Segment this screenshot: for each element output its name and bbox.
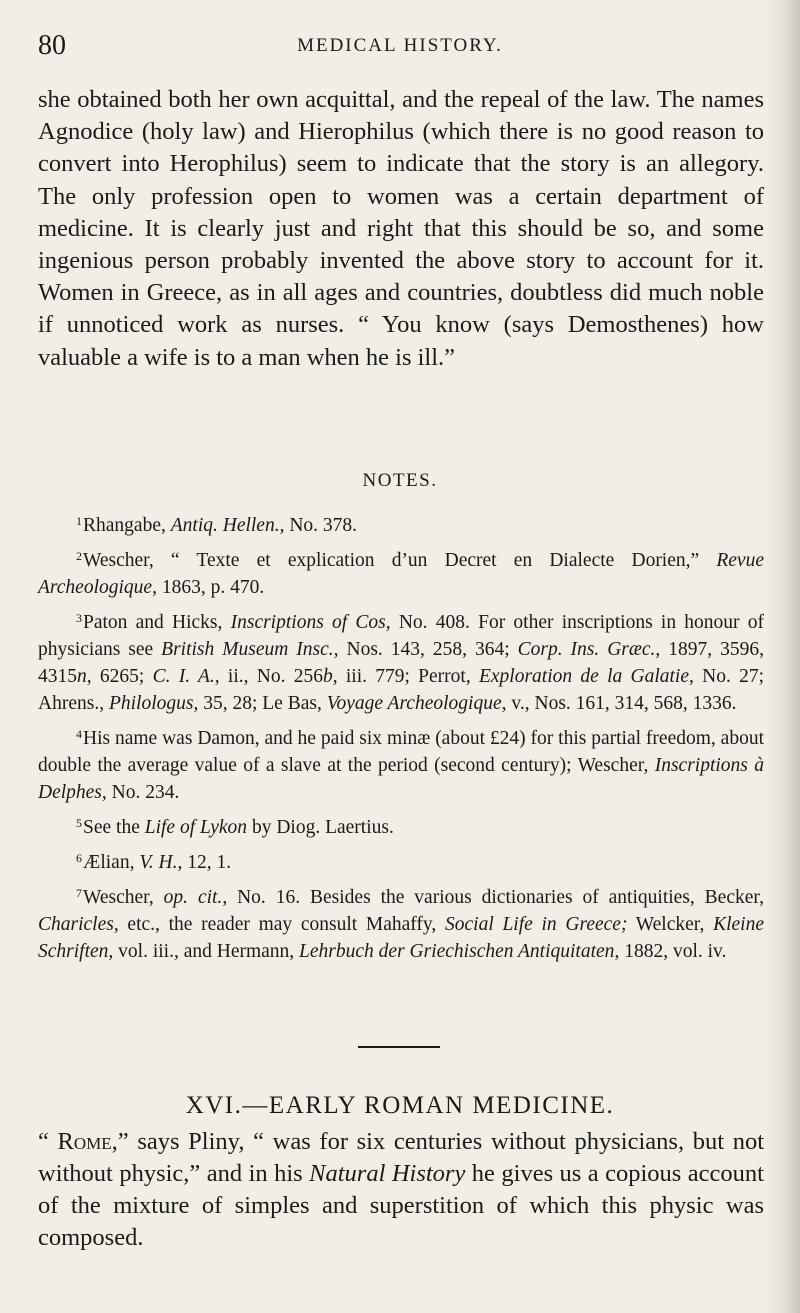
note-text: See the [83,817,145,838]
page-header [38,30,762,66]
note-text: , No. 234. [101,782,180,803]
note-text: , v., Nos. 161, 314, 568, 1336. [501,693,737,714]
note-title: op. cit. [163,887,223,908]
note-text: , 1897, 3596, 4315 [38,639,764,687]
body-paragraph: she obtained both her own acquittal, and the repeal of the law. The names Agnodice (holy law) and Hierophilus (which there is no good reason to convert into Herophilus) seem to indicate that the story is an allegory. The only profession open to women was a certain department of medicine. It is clearly just and right that this should be so, and some ingenious person probably invented the above story to account for it. Women in Greece, as in all ages and countries, doubtless did much noble if unnoticed work as nurses. “ You know (says Demosthenes) how valuable a wife is to a man when he is ill.” [38,86,764,371]
note-title: Charicles [38,914,114,935]
note-title: Revue Archeologique [38,550,764,598]
note-number: 4 [76,727,82,741]
note-text: , 1882, vol. iv. [614,941,727,962]
note-6 [38,845,764,876]
section-heading: XVI.—EARLY ROMAN MEDICINE. [185,1092,615,1119]
note-text: , 12, 1. [177,852,232,873]
page-number: 80 [38,30,66,61]
note-title: Lehrbuch der Griechischen Antiquitaten [299,941,615,962]
note-title: British Museum Insc. [161,639,334,660]
note-title: Philologus [108,693,194,714]
notes-title: NOTES. [362,470,438,491]
section-small-caps: Rome [57,1128,112,1155]
note-text: Rhangabe, [83,515,171,536]
note-title: Voyage Archeologique [326,693,502,714]
note-text: , 1863, p. 470. [152,577,265,598]
note-text: Welcker, [627,914,714,935]
note-title: b [322,666,333,687]
note-text: Wescher, “ Texte et explication d’un Decret en Dialecte Dorien,” [83,550,717,571]
note-text: , No. 27; Ahrens., [38,666,765,714]
note-number: 3 [76,611,82,625]
note-number: 7 [76,886,82,900]
notes-list [38,508,764,969]
note-title: Inscriptions à Delphes [38,755,764,803]
section-divider [358,1046,440,1048]
note-text: , No. 16. Besides the various dictionaries of antiquities, Becker, [222,887,764,908]
section-text: “ [38,1128,58,1155]
note-title: n [77,666,87,687]
note-text: His name was Damon, and he paid six minæ (about £24) for this partial freedom, about double the average value of a slave at the period (second century); Wescher, [38,728,764,776]
note-text: , 35, 28; Le Bas, [193,693,327,714]
note-text: , 6265; [86,666,153,687]
note-number: 1 [76,514,82,528]
note-2 [38,543,764,601]
note-title: Social Life in Greece; [445,914,628,935]
note-title: Corp. Ins. Græc. [517,639,656,660]
section-paragraph [38,1126,764,1254]
note-title: Exploration de la Galatie [478,666,689,687]
section-text: ,” says Pliny, “ was for six centuries without physicians, but not without physic,” and in his [38,1128,764,1187]
note-text: , iii. 779; Perrot, [332,666,479,687]
note-text: Ælian, [83,852,140,873]
note-text: Paton and Hicks, [83,612,231,633]
note-4 [38,721,764,806]
note-title: Kleine Schriften [38,914,764,962]
note-title: C. I. A. [152,666,215,687]
note-text: , No. 378. [279,515,358,536]
note-text: Wescher, [83,887,164,908]
running-head: MEDICAL HISTORY. [297,35,503,56]
section-book-title: Natural History [309,1160,466,1187]
note-text: , ii., No. 256 [214,666,323,687]
note-3 [38,605,764,717]
note-title: Inscriptions of Cos [230,612,386,633]
note-title: Life of Lykon [144,817,248,838]
section-text: he gives us a copious account of the mixture of simples and superstition of which this physic was composed. [38,1160,764,1251]
note-title: Antiq. Hellen. [170,515,280,536]
note-text: , etc., the reader may consult Mahaffy, [113,914,445,935]
note-text: , Nos. 143, 258, 364; [333,639,518,660]
note-1 [38,508,764,539]
note-title: V. H. [139,852,178,873]
note-5 [38,810,764,841]
note-number: 5 [76,816,82,830]
note-text: , No. 408. For other inscriptions in honour of physicians see [38,612,764,660]
note-text: , vol. iii., and Hermann, [108,941,300,962]
note-text: by Diog. Laertius. [247,817,394,838]
note-number: 2 [76,549,82,563]
note-7 [38,880,764,965]
note-number: 6 [76,851,82,865]
